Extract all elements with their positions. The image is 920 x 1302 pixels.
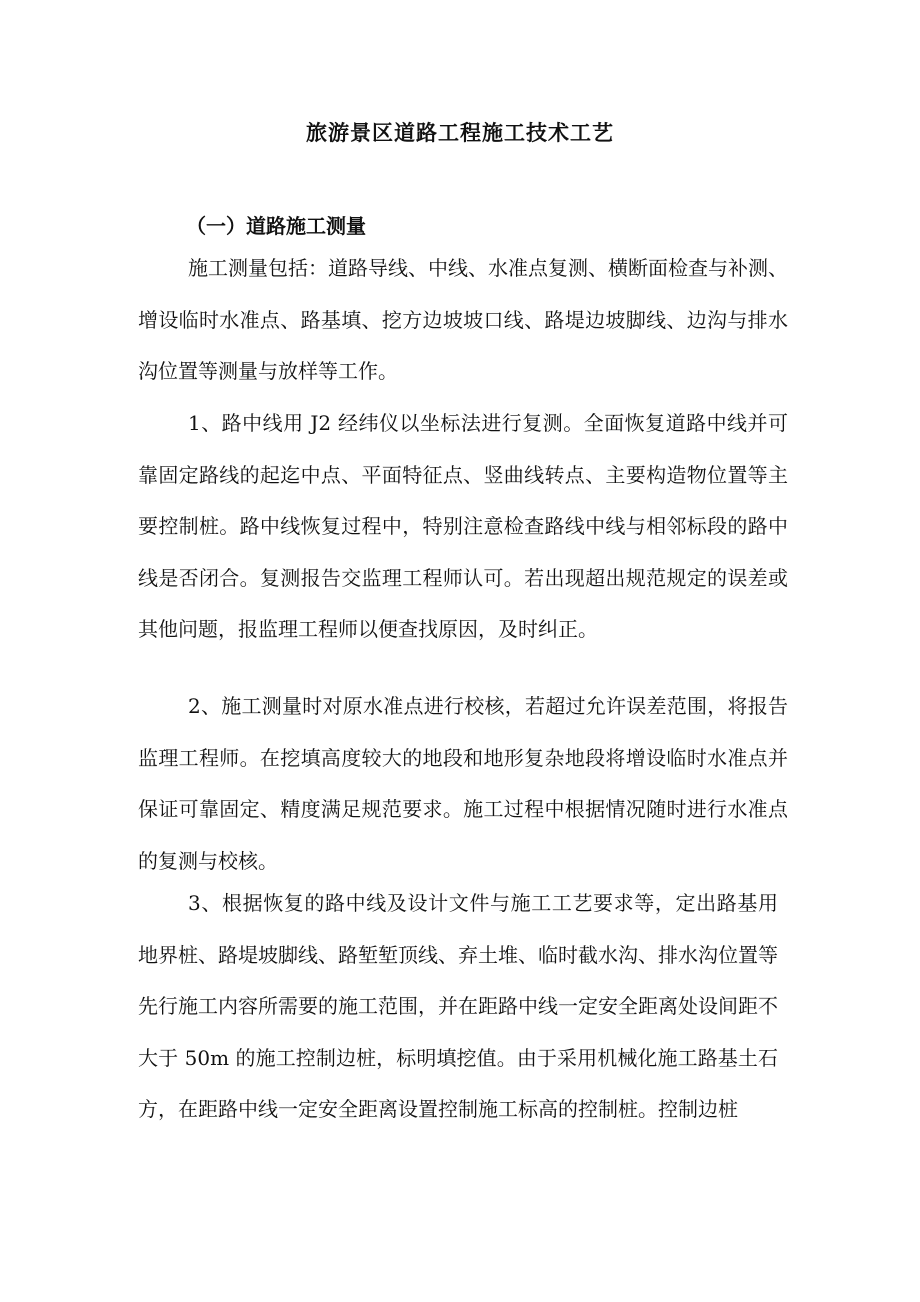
- section-heading: （一）道路施工测量: [186, 214, 366, 238]
- paragraph-item-1: 1、路中线用 J2 经纬仪以坐标法进行复测。全面恢复道路中线并可靠固定路线的起迄中点、平面特征点、竖曲线转点、主要构造物位置等主要控制桩。路中线恢复过程中，特别注意检查路线中线与相邻标段的路中线是否闭合。复测报告交监理工程师认可。若出现超出规范规定的误差或其他问题，报监理工程师以便查找原因，及时纠正。: [138, 411, 788, 642]
- paragraph-intro: 施工测量包括：道路导线、中线、水准点复测、横断面检查与补测、增设临时水准点、路基填、挖方边坡坡口线、路堤边坡脚线、边沟与排水沟位置等测量与放样等工作。: [138, 256, 788, 384]
- paragraph-item-2: 2、施工测量时对原水准点进行校核，若超过允许误差范围，将报告监理工程师。在挖填高度较大的地段和地形复杂地段将增设临时水准点并保证可靠固定、精度满足规范要求。施工过程中根据情况随时进行水准点的复测与校核。: [138, 694, 788, 873]
- document-title: 旅游景区道路工程施工技术工艺: [306, 120, 614, 145]
- paragraph-item-3: 3、根据恢复的路中线及设计文件与施工工艺要求等，定出路基用地界桩、路堤坡脚线、路堑堑顶线、弃土堆、临时截水沟、排水沟位置等先行施工内容所需要的施工范围，并在距路中线一定安全距离处设间距不大于 50m 的施工控制边桩，标明填挖值。由于采用机械化施工路基土石方，在距路中线一定安全距离设置控制施工标高的控制桩。控制边桩: [138, 891, 778, 1122]
